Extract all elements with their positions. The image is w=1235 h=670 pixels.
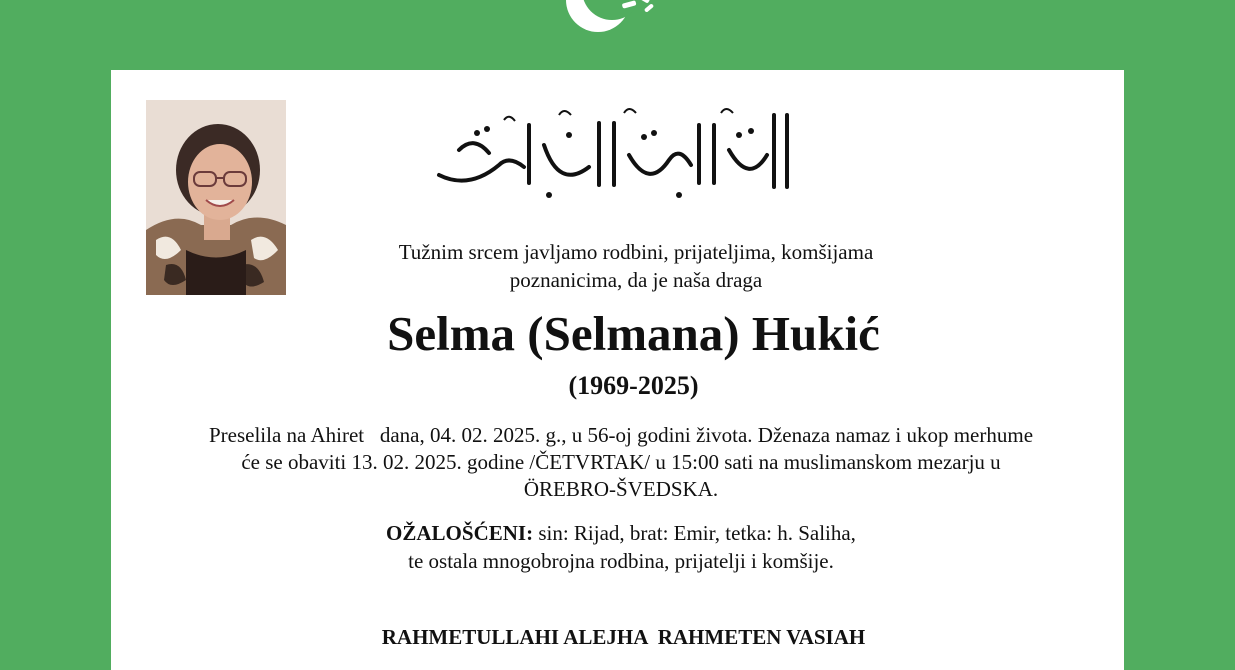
intro-text xyxy=(311,238,961,294)
mourners-list: sin: Rijad, brat: Emir, tetka: h. Saliha, xyxy=(533,521,856,545)
funeral-details xyxy=(151,422,1091,503)
arabic-calligraphy-icon xyxy=(429,95,801,205)
mourners-label: OŽALOŠĆENI: xyxy=(386,521,534,545)
deceased-name: Selma (Selmana) Hukić xyxy=(387,306,880,361)
obituary-card xyxy=(111,70,1124,670)
details-line: Preselila na Ahiret dana, 04. 02. 2025. g., u 56-oj godini života. Dženaza namaz i ukop merhume xyxy=(208,423,1034,447)
life-years: (1969-2025) xyxy=(568,371,699,400)
mourners-block xyxy=(271,519,971,575)
crescent-and-stars-icon xyxy=(560,0,670,56)
details-line: će se obaviti 13. 02. 2025. godine /ČETVRTAK/ u 15:00 sati na muslimanskom mezarju u xyxy=(241,450,1001,474)
mourners-line: te ostala mnogobrojna rodbina, prijatelji i komšije. xyxy=(408,549,834,573)
intro-line: poznanicima, da je naša draga xyxy=(509,268,763,292)
mourners-line xyxy=(271,519,971,547)
portrait-photo xyxy=(146,100,286,295)
intro-line: Tužnim srcem javljamo rodbini, prijateljima, komšijama xyxy=(398,240,874,264)
closing-prayer: RAHMETULLAHI ALEJHA RAHMETEN VASIAH xyxy=(381,625,866,649)
details-line: ÖREBRO-ŠVEDSKA. xyxy=(523,477,719,501)
